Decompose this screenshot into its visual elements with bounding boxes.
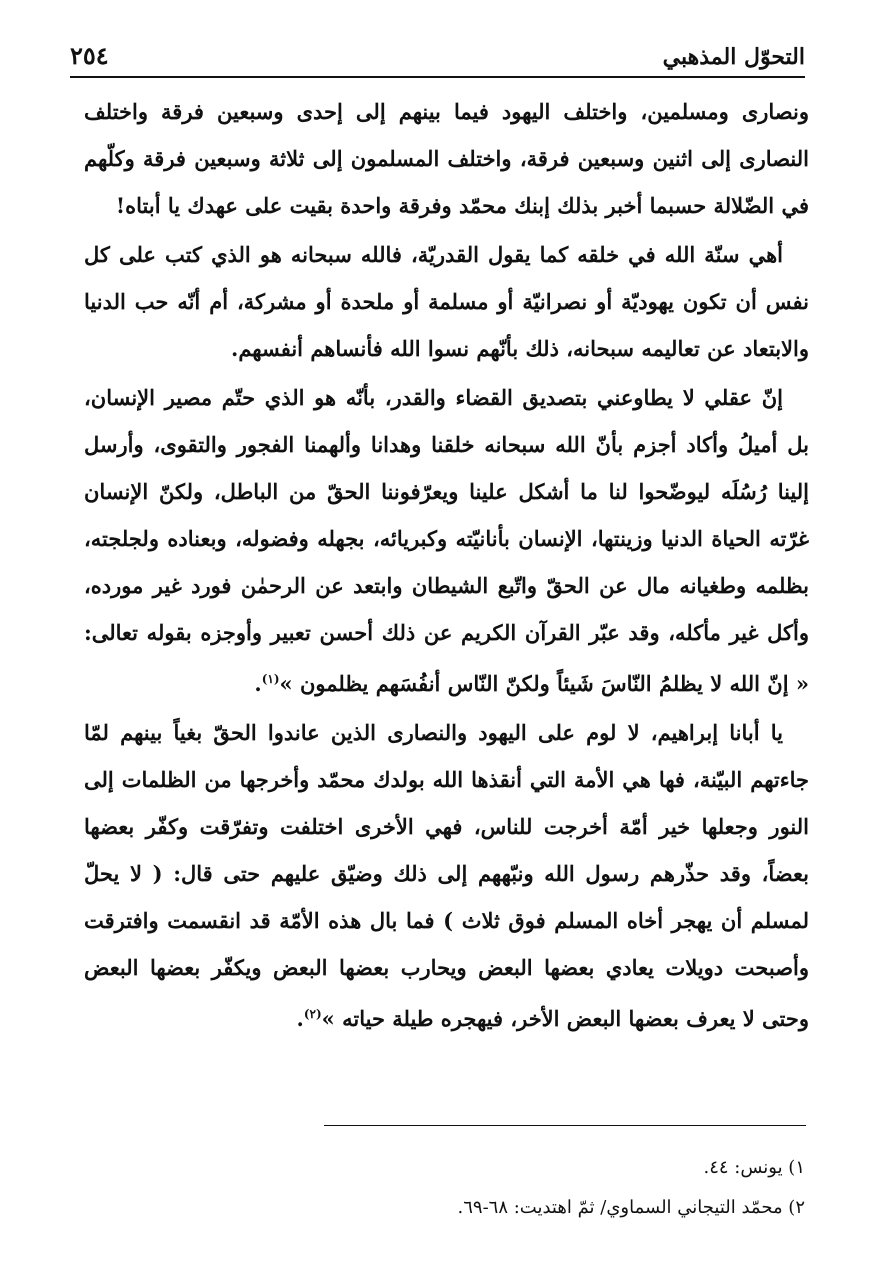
paragraph-text: فما بال هذه الأمّة قد انقسمت وافترقت وأصبحت دويلات يعادي بعضها البعض ويحارب بعضها البعض ويكفّر بعضها البعض وحتى لا يعرف بعضها البعض الأخر، فيهجره طيلة حياته » — [84, 908, 809, 1031]
paragraph: يا أبانا إبراهيم، لا لوم على اليهود والنصارى الذين عاندوا الحقّ بغياً بينهم لمّا جاءتهم البيّنة، فها هي الأمة التي أنقذها الله بولدك محمّد وأخرجها من الظلمات إلى النور وجعلها خير أمّة أخرجت للناس، فهي الأخرى اختلفت وتفرّقت وكفّر بعضها بعضاً، وقد حذّرهم رسول الله ونبّههم إلى ذلك وضيّق عليهم حتى قال: ( لا يحلّ لمسلم أن يهجر أخاه المسلم فوق ثلاث ) فما بال هذه الأمّة قد انقسمت وافترقت وأصبحت دويلات يعادي بعضها البعض ويحارب بعضها البعض ويكفّر بعضها البعض وحتى لا يعرف بعضها البعض الأخر، فيهجره طيلة حياته »$^{(٢)}$. — [84, 720, 809, 1031]
paragraph: أهي سنّة الله في خلقه كما يقول القدريّة، فالله سبحانه هو الذي كتب على كل نفس أن تكون يهوديّة أو نصرانيّة أو مسلمة أو ملحدة أو مشركة، أم أنّه حب الدنيا والابتعاد عن تعاليمه سبحانه، ذلك بأنّهم نسوا الله فأنساهم أنفسهم. — [84, 242, 809, 361]
paragraph: ونصارى ومسلمين، واختلف اليهود فيما بينهم إلى إحدى وسبعين فرقة واختلف النصارى إلى اثنين وسبعين فرقة، واختلف المسلمون إلى ثلاثة وسبعين فرقة وكلّهم في الضّلالة حسبما أخبر بذلك إبنك محمّد وفرقة واحدة بقيت على عهدك يا أبتاه! — [84, 99, 809, 218]
footnotes — [84, 1148, 805, 1228]
paragraph-text: إنّ عقلي لا يطاوعني بتصديق القضاء والقدر، بأنّه هو الذي حتّم مصير الإنسان، بل أميلُ وأكاد أجزم بأنّ الله سبحانه خلقنا وهدانا وألهمنا الفجور والتقوى، وأرسل إلينا رُسُلَه ليوضّحوا لنا ما أشكل علينا ويعرّفوننا الحقّ من الباطل، ولكنّ الإنسان غرّته الحياة الدنيا وزينتها، الإنسان بأنانيّته وكبريائه، بجهله وفضوله، وبعناده ولجلجته، بظلمه وطغيانه مال عن الحقّ واتّبع الشيطان وابتعد عن الرحمٰن فورد غير مورده، وأكل غير مأكله، وقد عبّر القرآن الكريم عن ذلك أحسن تعبير وأوجزه بقوله تعالى: — [84, 385, 809, 645]
quran-verse: « إنّ الله لا يظلمُ النّاسَ شَيئاً ولكنّ النّاس أنفُسَهم يظلمون » — [279, 671, 809, 696]
footnote: ١) يونس: ٤٤. — [703, 1157, 805, 1178]
body-text — [84, 88, 809, 1044]
footnote-marker: (١) — [261, 672, 280, 686]
paragraph: إنّ عقلي لا يطاوعني بتصديق القضاء والقدر، بأنّه هو الذي حتّم مصير الإنسان، بل أميلُ وأكاد أجزم بأنّ الله سبحانه خلقنا وهدانا وألهمنا الفجور والتقوى، وأرسل إلينا رُسُلَه ليوضّحوا لنا ما أشكل علينا ويعرّفوننا الحقّ من الباطل، ولكنّ الإنسان غرّته الحياة الدنيا وزينتها، الإنسان بأنانيّته وكبريائه، بجهله وفضوله، وبعناده ولجلجته، بظلمه وطغيانه مال عن الحقّ واتّبع الشيطان وابتعد عن الرحمٰن فورد غير مورده، وأكل غير مأكله، وقد عبّر القرآن الكريم عن ذلك أحسن تعبير وأوجزه بقوله تعالى: « إنّ الله لا يظلمُ النّاسَ شَيئاً ولكنّ النّاس أنفُسَهم يظلمون »$^{(١)}$. — [84, 385, 809, 696]
page-header — [70, 30, 805, 78]
page-number: ٢٥٤ — [70, 41, 109, 70]
running-title: التحوّل المذهبي — [662, 44, 805, 70]
footnote-marker: (٢) — [303, 1007, 322, 1021]
paragraph-text: يا أبانا إبراهيم، لا لوم على اليهود والنصارى الذين عاندوا الحقّ بغياً بينهم لمّا جاءتهم البيّنة، فها هي الأمة التي أنقذها الله بولدك محمّد وأخرجها من الظلمات إلى النور وجعلها خير أمّة أخرجت للناس، فهي الأخرى اختلفت وتفرّقت وكفّر بعضها بعضاً، وقد حذّرهم رسول الله ونبّههم إلى ذلك وضيّق عليهم حتى قال: — [84, 720, 809, 886]
footnote: ٢) محمّد التيجاني السماوي/ ثمّ اهتديت: ٦٨-٦٩. — [457, 1197, 805, 1218]
hadith-quote: ( لا يحلّ لمسلم أن يهجر أخاه المسلم فوق ثلاث ) — [84, 861, 809, 933]
footnote-separator — [324, 1125, 806, 1126]
